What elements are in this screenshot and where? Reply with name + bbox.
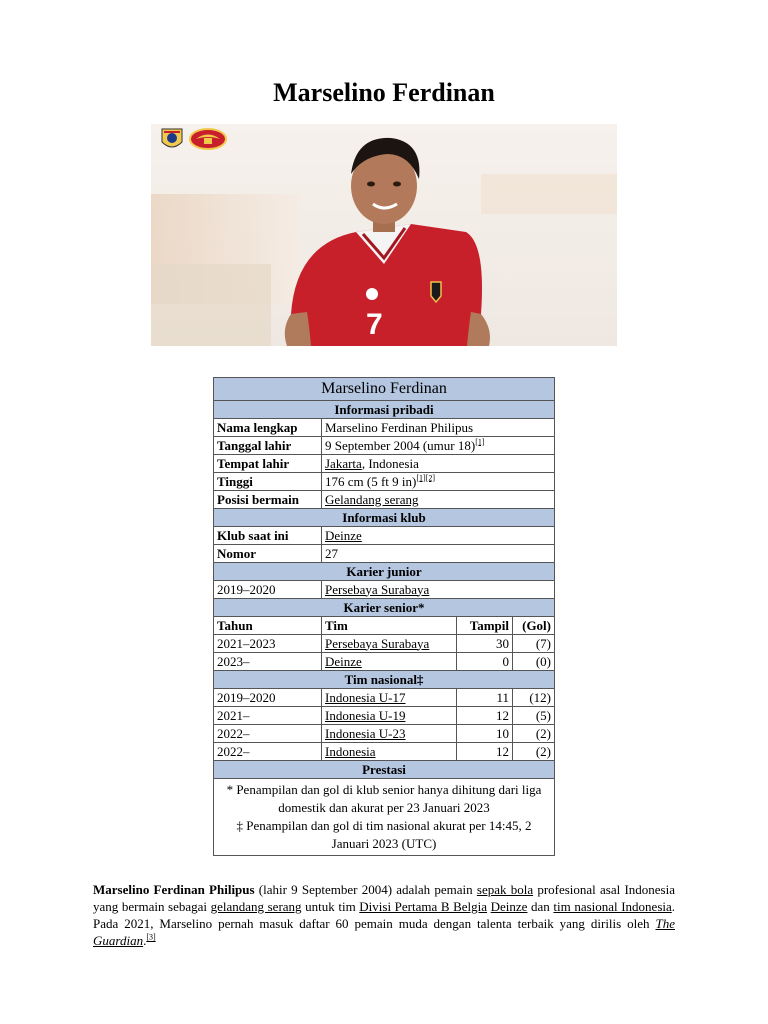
- national-goals: (2): [513, 743, 555, 761]
- junior-years: 2019–2020: [214, 581, 322, 599]
- citation-1-2[interactable]: [1][2]: [416, 473, 435, 483]
- link-football[interactable]: sepak bola: [476, 882, 534, 897]
- label-number: Nomor: [214, 545, 322, 563]
- senior-header-row: [214, 617, 555, 635]
- text-1: (lahir 9 September 2004) adalah pemain: [254, 882, 477, 897]
- link-deinze-senior[interactable]: Deinze: [325, 653, 362, 669]
- link-national-team[interactable]: tim nasional Indonesia: [553, 899, 672, 914]
- text-6: . Pada 2021, Marselino pernah masuk daftar 60 pemain muda dengan talenta terbaik yang dirilis oleh: [93, 899, 676, 931]
- table-row: [214, 689, 555, 707]
- row-birth-date: [214, 437, 555, 455]
- section-club: Informasi klub: [214, 509, 555, 527]
- row-current-club: [214, 527, 555, 545]
- link-attacking-midfielder[interactable]: gelandang serang: [210, 899, 302, 914]
- col-year: Tahun: [214, 617, 322, 635]
- pssi-emblem-icon: [162, 129, 182, 147]
- footnote-national: ‡ Penampilan dan gol di tim nasional akurat per 14:45, 2 Januari 2023 (UTC): [236, 818, 532, 851]
- page-title: Marselino Ferdinan: [273, 78, 495, 107]
- link-deinze[interactable]: Deinze: [325, 527, 362, 543]
- col-team: Tim: [322, 617, 457, 635]
- value-current-club: [322, 527, 555, 545]
- link-persebaya[interactable]: Persebaya Surabaya: [325, 635, 430, 651]
- senior-team: [322, 635, 457, 653]
- infobox-title: Marselino Ferdinan: [214, 378, 555, 401]
- player-photo: [151, 124, 617, 346]
- national-apps: 12: [457, 743, 513, 761]
- table-row: [214, 635, 555, 653]
- senior-goals: (0): [513, 653, 555, 671]
- national-team: [322, 707, 457, 725]
- text-5: dan: [527, 899, 554, 914]
- table-row: [214, 725, 555, 743]
- senior-team: [322, 653, 457, 671]
- label-birth-place: Tempat lahir: [214, 455, 322, 473]
- height-text: 176 cm (5 ft 9 in): [325, 473, 417, 489]
- infobox-table: [213, 377, 555, 856]
- junior-team: [322, 581, 555, 599]
- national-goals: (5): [513, 707, 555, 725]
- club-logos: [160, 126, 230, 152]
- birth-date-text: 9 September 2004 (umur 18): [325, 437, 476, 453]
- text-7: .: [143, 933, 147, 948]
- label-current-club: Klub saat ini: [214, 527, 322, 545]
- link-position[interactable]: Gelandang serang: [325, 491, 419, 507]
- national-apps: 12: [457, 707, 513, 725]
- national-years: 2019–2020: [214, 689, 322, 707]
- section-senior: Karier senior*: [214, 599, 555, 617]
- senior-years: 2023–: [214, 653, 322, 671]
- row-full-name: [214, 419, 555, 437]
- text-2: profesional asal Indonesia yang bermain sebagai: [93, 882, 675, 914]
- row-number: [214, 545, 555, 563]
- label-full-name: Nama lengkap: [214, 419, 322, 437]
- intro-paragraph: [93, 881, 675, 949]
- section-junior: Karier junior: [214, 563, 555, 581]
- link-u23[interactable]: Indonesia U-23: [325, 725, 406, 741]
- link-jakarta[interactable]: Jakarta: [325, 455, 362, 471]
- link-indonesia[interactable]: Indonesia: [325, 743, 376, 759]
- national-team: [322, 689, 457, 707]
- label-birth-date: Tanggal lahir: [214, 437, 322, 455]
- row-birth-place: [214, 455, 555, 473]
- link-belgian-division[interactable]: Divisi Pertama B Belgia: [359, 899, 488, 914]
- footnote-club: * Penampilan dan gol di klub senior hanya dihitung dari liga domestik dan akurat per 23 Januari 2023: [226, 782, 542, 815]
- subject-name: Marselino Ferdinan Philipus: [93, 882, 255, 897]
- row-height: [214, 473, 555, 491]
- senior-apps: 30: [457, 635, 513, 653]
- national-years: 2021–: [214, 707, 322, 725]
- footnotes: [214, 779, 555, 856]
- value-number: 27: [322, 545, 555, 563]
- section-honours: Prestasi: [214, 761, 555, 779]
- national-goals: (12): [513, 689, 555, 707]
- link-persebaya-junior[interactable]: Persebaya Surabaya: [325, 581, 430, 597]
- citation-1[interactable]: [1]: [475, 437, 485, 447]
- senior-goals: (7): [513, 635, 555, 653]
- table-row: [214, 743, 555, 761]
- row-junior: [214, 581, 555, 599]
- link-u17[interactable]: Indonesia U-17: [325, 689, 406, 705]
- col-apps: Tampil: [457, 617, 513, 635]
- national-years: 2022–: [214, 725, 322, 743]
- senior-years: 2021–2023: [214, 635, 322, 653]
- value-height: [322, 473, 555, 491]
- value-full-name: Marselino Ferdinan Philipus: [322, 419, 555, 437]
- label-position: Posisi bermain: [214, 491, 322, 509]
- citation-3[interactable]: [3]: [146, 932, 156, 942]
- national-team: [322, 743, 457, 761]
- table-row: [214, 707, 555, 725]
- row-position: [214, 491, 555, 509]
- national-apps: 10: [457, 725, 513, 743]
- link-deinze-para[interactable]: Deinze: [490, 899, 528, 914]
- value-birth-date: [322, 437, 555, 455]
- value-birth-place: [322, 455, 555, 473]
- section-national: Tim nasional‡: [214, 671, 555, 689]
- national-team: [322, 725, 457, 743]
- national-goals: (2): [513, 725, 555, 743]
- section-personal: Informasi pribadi: [214, 401, 555, 419]
- table-row: [214, 653, 555, 671]
- svg-text:7: 7: [366, 308, 383, 341]
- garuda-badge-icon: [190, 129, 226, 149]
- link-the-guardian[interactable]: The Guardian: [93, 916, 675, 948]
- national-years: 2022–: [214, 743, 322, 761]
- value-position: [322, 491, 555, 509]
- label-height: Tinggi: [214, 473, 322, 491]
- senior-apps: 0: [457, 653, 513, 671]
- text-3: untuk tim: [301, 899, 360, 914]
- birth-place-rest: , Indonesia: [361, 455, 419, 471]
- col-goals: (Gol): [513, 617, 555, 635]
- link-u19[interactable]: Indonesia U-19: [325, 707, 406, 723]
- national-apps: 11: [457, 689, 513, 707]
